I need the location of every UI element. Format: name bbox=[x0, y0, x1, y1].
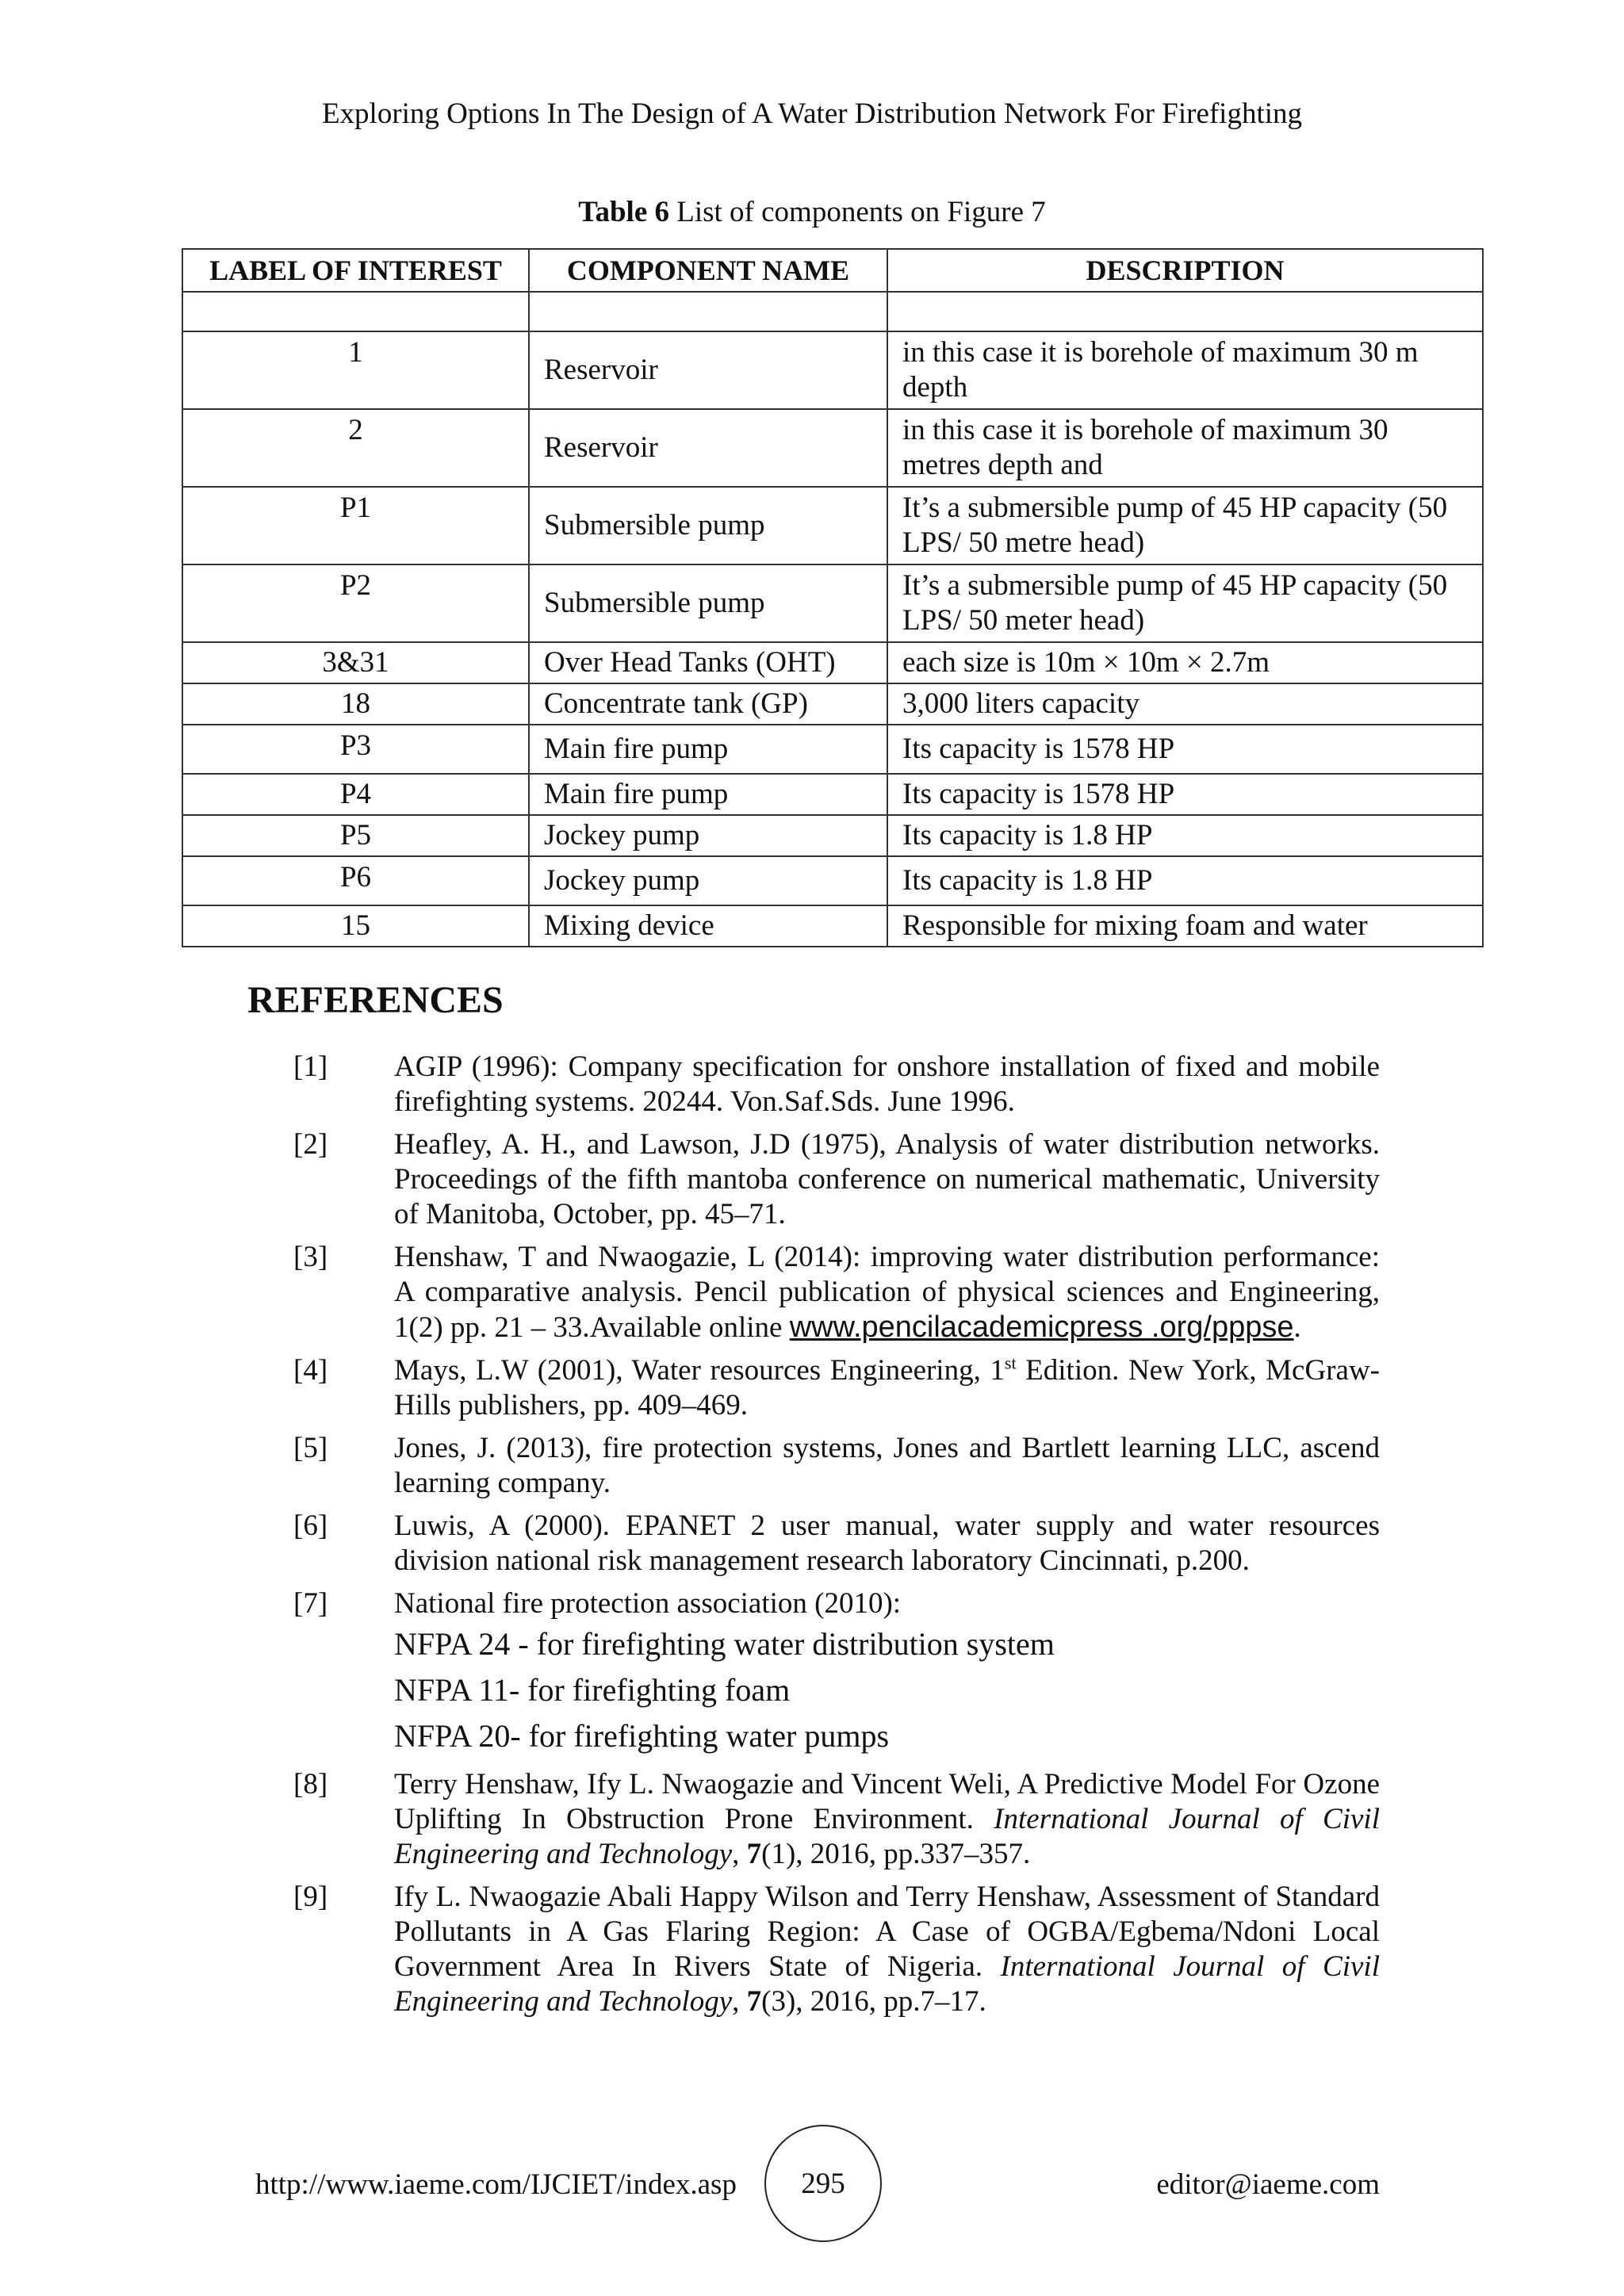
reference-item bbox=[293, 1431, 1380, 1501]
table-row bbox=[182, 683, 1483, 725]
reference-number: [6] bbox=[293, 1510, 328, 1542]
row-description: It’s a submersible pump of 45 HP capacity (50 LPS/ 50 meter head) bbox=[887, 564, 1483, 642]
row-label: 15 bbox=[182, 905, 529, 947]
row-label: 3&31 bbox=[182, 642, 529, 683]
row-description: Its capacity is 1578 HP bbox=[887, 774, 1483, 815]
reference-number: [7] bbox=[293, 1587, 328, 1620]
row-component-name: Main fire pump bbox=[529, 774, 887, 815]
table-row bbox=[182, 905, 1483, 947]
table-caption bbox=[0, 195, 1624, 230]
row-description: each size is 10m × 10m × 2.7m bbox=[887, 642, 1483, 683]
reference-item bbox=[293, 1880, 1380, 2019]
components-table bbox=[182, 248, 1484, 947]
table-caption-number: Table 6 bbox=[578, 196, 669, 228]
reference-text-main: Henshaw, T and Nwaogazie, L (2014): improving water distribution performance: A comparative analysis. Pencil publication of physical sciences and Engineering, 1(2) pp. 21 – 33.Available online bbox=[394, 1241, 1380, 1344]
table-row bbox=[182, 487, 1483, 564]
row-component-name: Concentrate tank (GP) bbox=[529, 683, 887, 725]
row-label: P4 bbox=[182, 774, 529, 815]
reference-number: [8] bbox=[293, 1768, 328, 1800]
reference-text: Jones, J. (2013), fire protection systems, Jones and Bartlett learning LLC, ascend learning company. bbox=[394, 1432, 1380, 1499]
table-caption-text: List of components on Figure 7 bbox=[669, 196, 1046, 228]
row-component-name: Jockey pump bbox=[529, 815, 887, 856]
row-label: 2 bbox=[182, 409, 529, 487]
table-row bbox=[182, 725, 1483, 774]
table-row bbox=[182, 774, 1483, 815]
reference-text-tail: (3), 2016, pp.7–17. bbox=[761, 1985, 986, 2018]
reference-item bbox=[293, 1586, 1380, 1621]
row-component-name: Reservoir bbox=[529, 409, 887, 487]
table-header-row bbox=[182, 249, 1483, 292]
reference-text-main: Mays, L.W (2001), Water resources Engineering, 1 bbox=[394, 1354, 1005, 1387]
row-component-name: Mixing device bbox=[529, 905, 887, 947]
reference-item bbox=[293, 1509, 1380, 1578]
nfpa-line: NFPA 20- for firefighting water pumps bbox=[394, 1718, 890, 1754]
row-description: in this case it is borehole of maximum 30 metres depth and bbox=[887, 409, 1483, 487]
reference-text: National fire protection association (2010): bbox=[394, 1587, 902, 1620]
row-label: 1 bbox=[182, 331, 529, 409]
footer-email[interactable]: editor@iaeme.com bbox=[1156, 2168, 1380, 2201]
row-component-name: Jockey pump bbox=[529, 856, 887, 905]
reference-journal: International Journal of Civil Engineering and Technology bbox=[394, 1803, 1380, 1870]
row-label: 18 bbox=[182, 683, 529, 725]
reference-item bbox=[293, 1127, 1380, 1232]
reference-journal: International Journal of Civil Engineering and Technology bbox=[394, 1950, 1380, 2018]
reference-number: [5] bbox=[293, 1432, 328, 1464]
reference-text: Heafley, A. H., and Lawson, J.D (1975), Analysis of water distribution networks. Proceedings of the fifth mantoba conference on numerical mathematic, University of Manitoba, October, pp. 45–71. bbox=[394, 1128, 1380, 1230]
reference-link[interactable]: www.pencilacademicpress .org/pppse bbox=[789, 1311, 1294, 1344]
page-number-text: 295 bbox=[801, 2167, 845, 2200]
reference-text bbox=[394, 1240, 1380, 1345]
nfpa-line: NFPA 24 - for firefighting water distribution system bbox=[394, 1626, 1055, 1662]
reference-text: Terry Henshaw, Ify L. Nwaogazie and Vincent Weli, A Predictive Model For Ozone Uplifting In Obstruction Prone Environment. International Journal of Civil Engineering and Technology, 7(1), 2016, pp.337–357. bbox=[394, 1768, 1380, 1870]
row-description: in this case it is borehole of maximum 30 m depth bbox=[887, 331, 1483, 409]
reference-volume: 7 bbox=[746, 1838, 762, 1870]
row-label: P6 bbox=[182, 856, 529, 905]
table-row bbox=[182, 642, 1483, 683]
table-row bbox=[182, 856, 1483, 905]
column-header-label: LABEL OF INTEREST bbox=[182, 249, 529, 292]
reference-item bbox=[293, 1050, 1380, 1119]
references-heading: REFERENCES bbox=[247, 979, 504, 1021]
reference-text-tail: (1), 2016, pp.337–357. bbox=[761, 1838, 1031, 1870]
reference-item bbox=[293, 1353, 1380, 1423]
reference-volume: 7 bbox=[746, 1985, 762, 2018]
footer-url[interactable]: http://www.iaeme.com/IJCIET/index.asp bbox=[255, 2168, 737, 2201]
row-description: It’s a submersible pump of 45 HP capacity (50 LPS/ 50 metre head) bbox=[887, 487, 1483, 564]
reference-text: Luwis, A (2000). EPANET 2 user manual, water supply and water resources division national risk management research laboratory Cincinnati, p.200. bbox=[394, 1510, 1380, 1577]
reference-text: AGIP (1996): Company specification for onshore installation of fixed and mobile firefighting systems. 20244. Von.Saf.Sds. June 1996. bbox=[394, 1050, 1380, 1118]
row-description: Its capacity is 1578 HP bbox=[887, 725, 1483, 774]
reference-item bbox=[293, 1240, 1380, 1345]
table-row bbox=[182, 331, 1483, 409]
reference-text-main: Ify L. Nwaogazie Abali Happy Wilson and Terry Henshaw, Assessment of Standard Pollutants in A Gas Flaring Region: A Case of OGBA/Egbema/Ndoni Local Government Area In Rivers State of Nigeria. bbox=[394, 1881, 1380, 1983]
page-number bbox=[764, 2125, 882, 2242]
row-label: P1 bbox=[182, 487, 529, 564]
nfpa-line: NFPA 11- for firefighting foam bbox=[394, 1672, 791, 1708]
reference-text-tail: Edition. New York, McGraw-Hills publishers, pp. 409–469. bbox=[394, 1354, 1380, 1422]
row-description: Responsible for mixing foam and water bbox=[887, 905, 1483, 947]
reference-number: [2] bbox=[293, 1128, 328, 1161]
reference-text bbox=[394, 1353, 1380, 1423]
reference-number: [4] bbox=[293, 1354, 328, 1387]
row-component-name: Submersible pump bbox=[529, 487, 887, 564]
table-row-empty bbox=[182, 292, 1483, 331]
row-description: Its capacity is 1.8 HP bbox=[887, 856, 1483, 905]
table-row bbox=[182, 409, 1483, 487]
row-component-name: Over Head Tanks (OHT) bbox=[529, 642, 887, 683]
reference-number: [3] bbox=[293, 1241, 328, 1273]
row-description: 3,000 liters capacity bbox=[887, 683, 1483, 725]
row-label: P2 bbox=[182, 564, 529, 642]
reference-number: [9] bbox=[293, 1881, 328, 1913]
table-row bbox=[182, 815, 1483, 856]
row-description: Its capacity is 1.8 HP bbox=[887, 815, 1483, 856]
reference-text: Ify L. Nwaogazie Abali Happy Wilson and Terry Henshaw, Assessment of Standard Pollutants in A Gas Flaring Region: A Case of OGBA/Egbema/Ndoni Local Government Area In Rivers State of Nigeria. International Journal of Civil Engineering and Technology, 7(3), 2016, pp.7–17. bbox=[394, 1881, 1380, 2018]
reference-item bbox=[293, 1767, 1380, 1872]
references-list bbox=[293, 1050, 1380, 2027]
row-component-name: Main fire pump bbox=[529, 725, 887, 774]
row-component-name: Submersible pump bbox=[529, 564, 887, 642]
reference-superscript: st bbox=[1004, 1353, 1017, 1373]
column-header-description: DESCRIPTION bbox=[887, 249, 1483, 292]
reference-number: [1] bbox=[293, 1050, 328, 1083]
reference-text-main: Terry Henshaw, Ify L. Nwaogazie and Vincent Weli, A Predictive Model For Ozone Uplifting In Obstruction Prone Environment. bbox=[394, 1768, 1380, 1835]
row-label: P3 bbox=[182, 725, 529, 774]
running-header: Exploring Options In The Design of A Water Distribution Network For Firefighting bbox=[321, 98, 1303, 130]
row-component-name: Reservoir bbox=[529, 331, 887, 409]
row-label: P5 bbox=[182, 815, 529, 856]
table-row bbox=[182, 564, 1483, 642]
column-header-name: COMPONENT NAME bbox=[529, 249, 887, 292]
reference-text-tail: . bbox=[1293, 1311, 1301, 1344]
